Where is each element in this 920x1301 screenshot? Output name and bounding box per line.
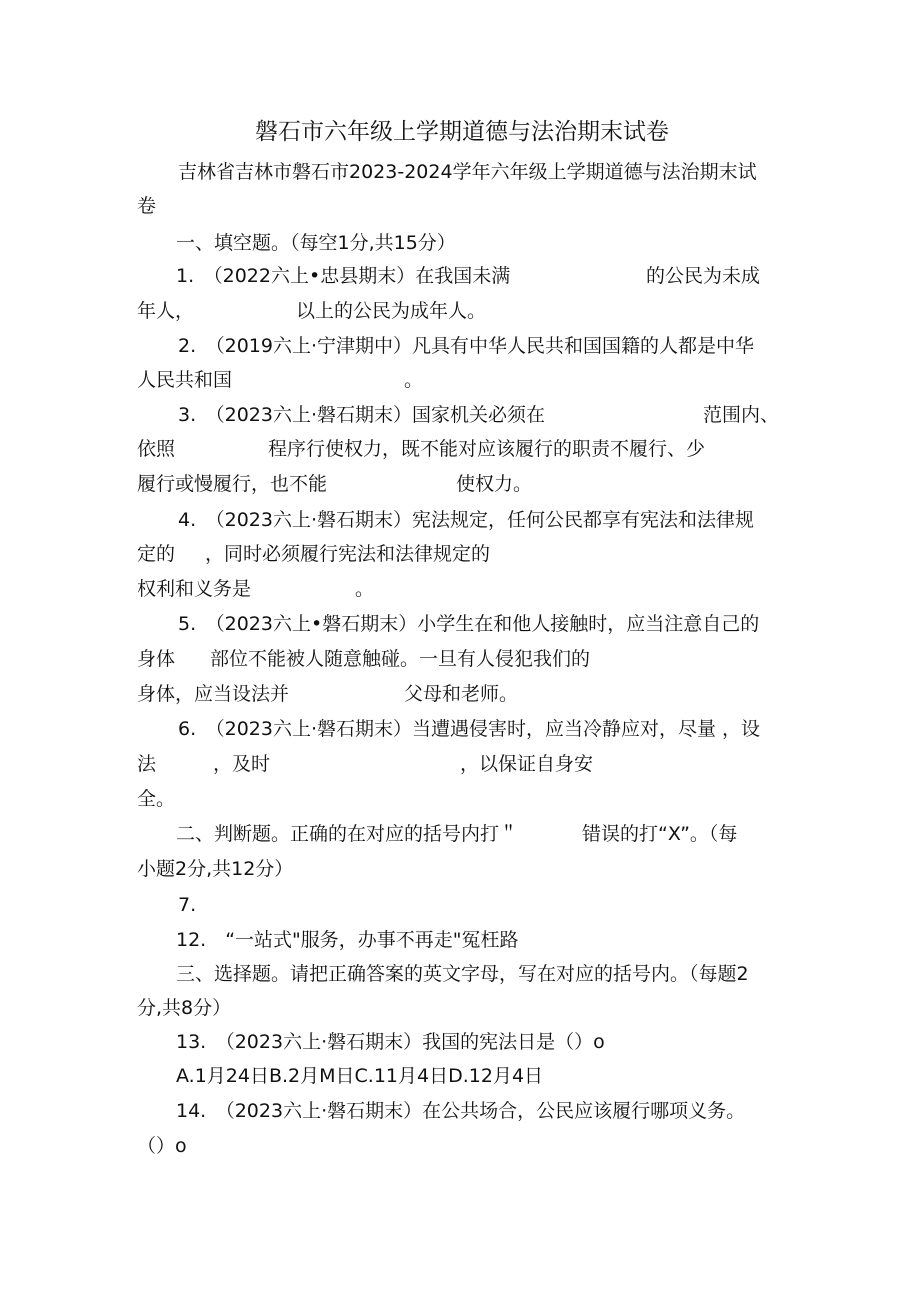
q3-text-b: 范围内、 xyxy=(703,404,780,426)
subtitle-line-2: 卷 xyxy=(137,195,157,217)
q13-text: 13. （2023六上·磐石期末）我国的宪法日是（）o xyxy=(176,1031,605,1053)
q2-text-b: 人民共和国 xyxy=(137,369,233,391)
q5-text-e: 父母和老师。 xyxy=(404,683,519,705)
q13-options: A.1月24日B.2月M日C.11月4日D.12月4日 xyxy=(176,1065,544,1087)
q5-text-a: 5. （2023六上•磐石期末）小学生在和他人接触时，应当注意自己的 xyxy=(178,613,760,635)
q14-text: 14. （2023六上·磐石期末）在公共场合，公民应该履行哪项义务。 xyxy=(176,1100,746,1122)
q5-text-d: 身体，应当设法并 xyxy=(137,683,290,705)
q1-text-a: 1. （2022六上•忠县期末）在我国未满 xyxy=(176,265,511,287)
q6-text-e: 全。 xyxy=(137,788,176,810)
section-2-heading-c: 小题2分,共12分） xyxy=(137,858,294,880)
q6-text-d: ，以保证自身安 xyxy=(460,753,594,775)
q2-text-c: 。 xyxy=(404,369,424,391)
q6-text-a: 6. （2023六上·磐石期末）当遭遇侵害时，应当冷静应对，尽量 ，设 xyxy=(178,718,761,740)
page-title: 磐石市六年级上学期道德与法治期末试卷 xyxy=(255,119,669,145)
q7-text: 7. xyxy=(178,894,197,916)
section-1-heading: 一、填空题。（每空1分,共15分） xyxy=(176,232,456,254)
q6-text-c: ，及时 xyxy=(213,753,271,775)
q1-text-c: 年人， xyxy=(137,300,195,322)
q4-text-d: 权利和义务是 xyxy=(137,578,252,600)
q3-text-c: 依照 xyxy=(137,438,176,460)
section-3-heading-a: 三、选择题。请把正确答案的英文字母，写在对应的括号内。（每题2 xyxy=(176,963,749,985)
section-2-heading-b: 错误的打“X”。（每 xyxy=(582,823,738,845)
q4-text-c: ，同时必须履行宪法和法律规定的 xyxy=(205,543,491,565)
section-3-heading-b: 分,共8分） xyxy=(137,997,232,1019)
q4-text-b: 定的 xyxy=(137,543,176,565)
q1-text-d: 以上的公民为成年人。 xyxy=(296,300,487,322)
q4-text-a: 4. （2023六上·磐石期末）宪法规定，任何公民都享有宪法和法律规 xyxy=(178,509,755,531)
q1-text-b: 的公民为未成 xyxy=(646,265,761,287)
section-2-heading-a: 二、判断题。正确的在对应的括号内打＂ xyxy=(176,823,519,845)
q6-text-b: 法 xyxy=(137,753,157,775)
q3-text-d: 程序行使权力，既不能对应该履行的职责不履行、少 xyxy=(268,438,706,460)
q3-text-e: 履行或慢履行，也不能 xyxy=(137,473,328,495)
q3-text-f: 使权力。 xyxy=(456,473,533,495)
q4-text-e: 。 xyxy=(355,578,375,600)
subtitle-line-1: 吉林省吉林市磐石市2023-2024学年六年级上学期道德与法治期末试 xyxy=(178,161,757,183)
q5-text-c: 部位不能被人随意触碰。一旦有人侵犯我们的 xyxy=(210,648,591,670)
q2-text-a: 2. （2019六上·宁津期中）凡具有中华人民共和国国籍的人都是中华 xyxy=(178,335,755,357)
q3-text-a: 3. （2023六上·磐石期末）国家机关必须在 xyxy=(178,404,546,426)
q14-answer-blank: （）o xyxy=(137,1135,187,1157)
q12-text: 12. “一站式"服务，办事不再走"冤枉路 xyxy=(176,929,519,951)
q5-text-b: 身体 xyxy=(137,648,176,670)
